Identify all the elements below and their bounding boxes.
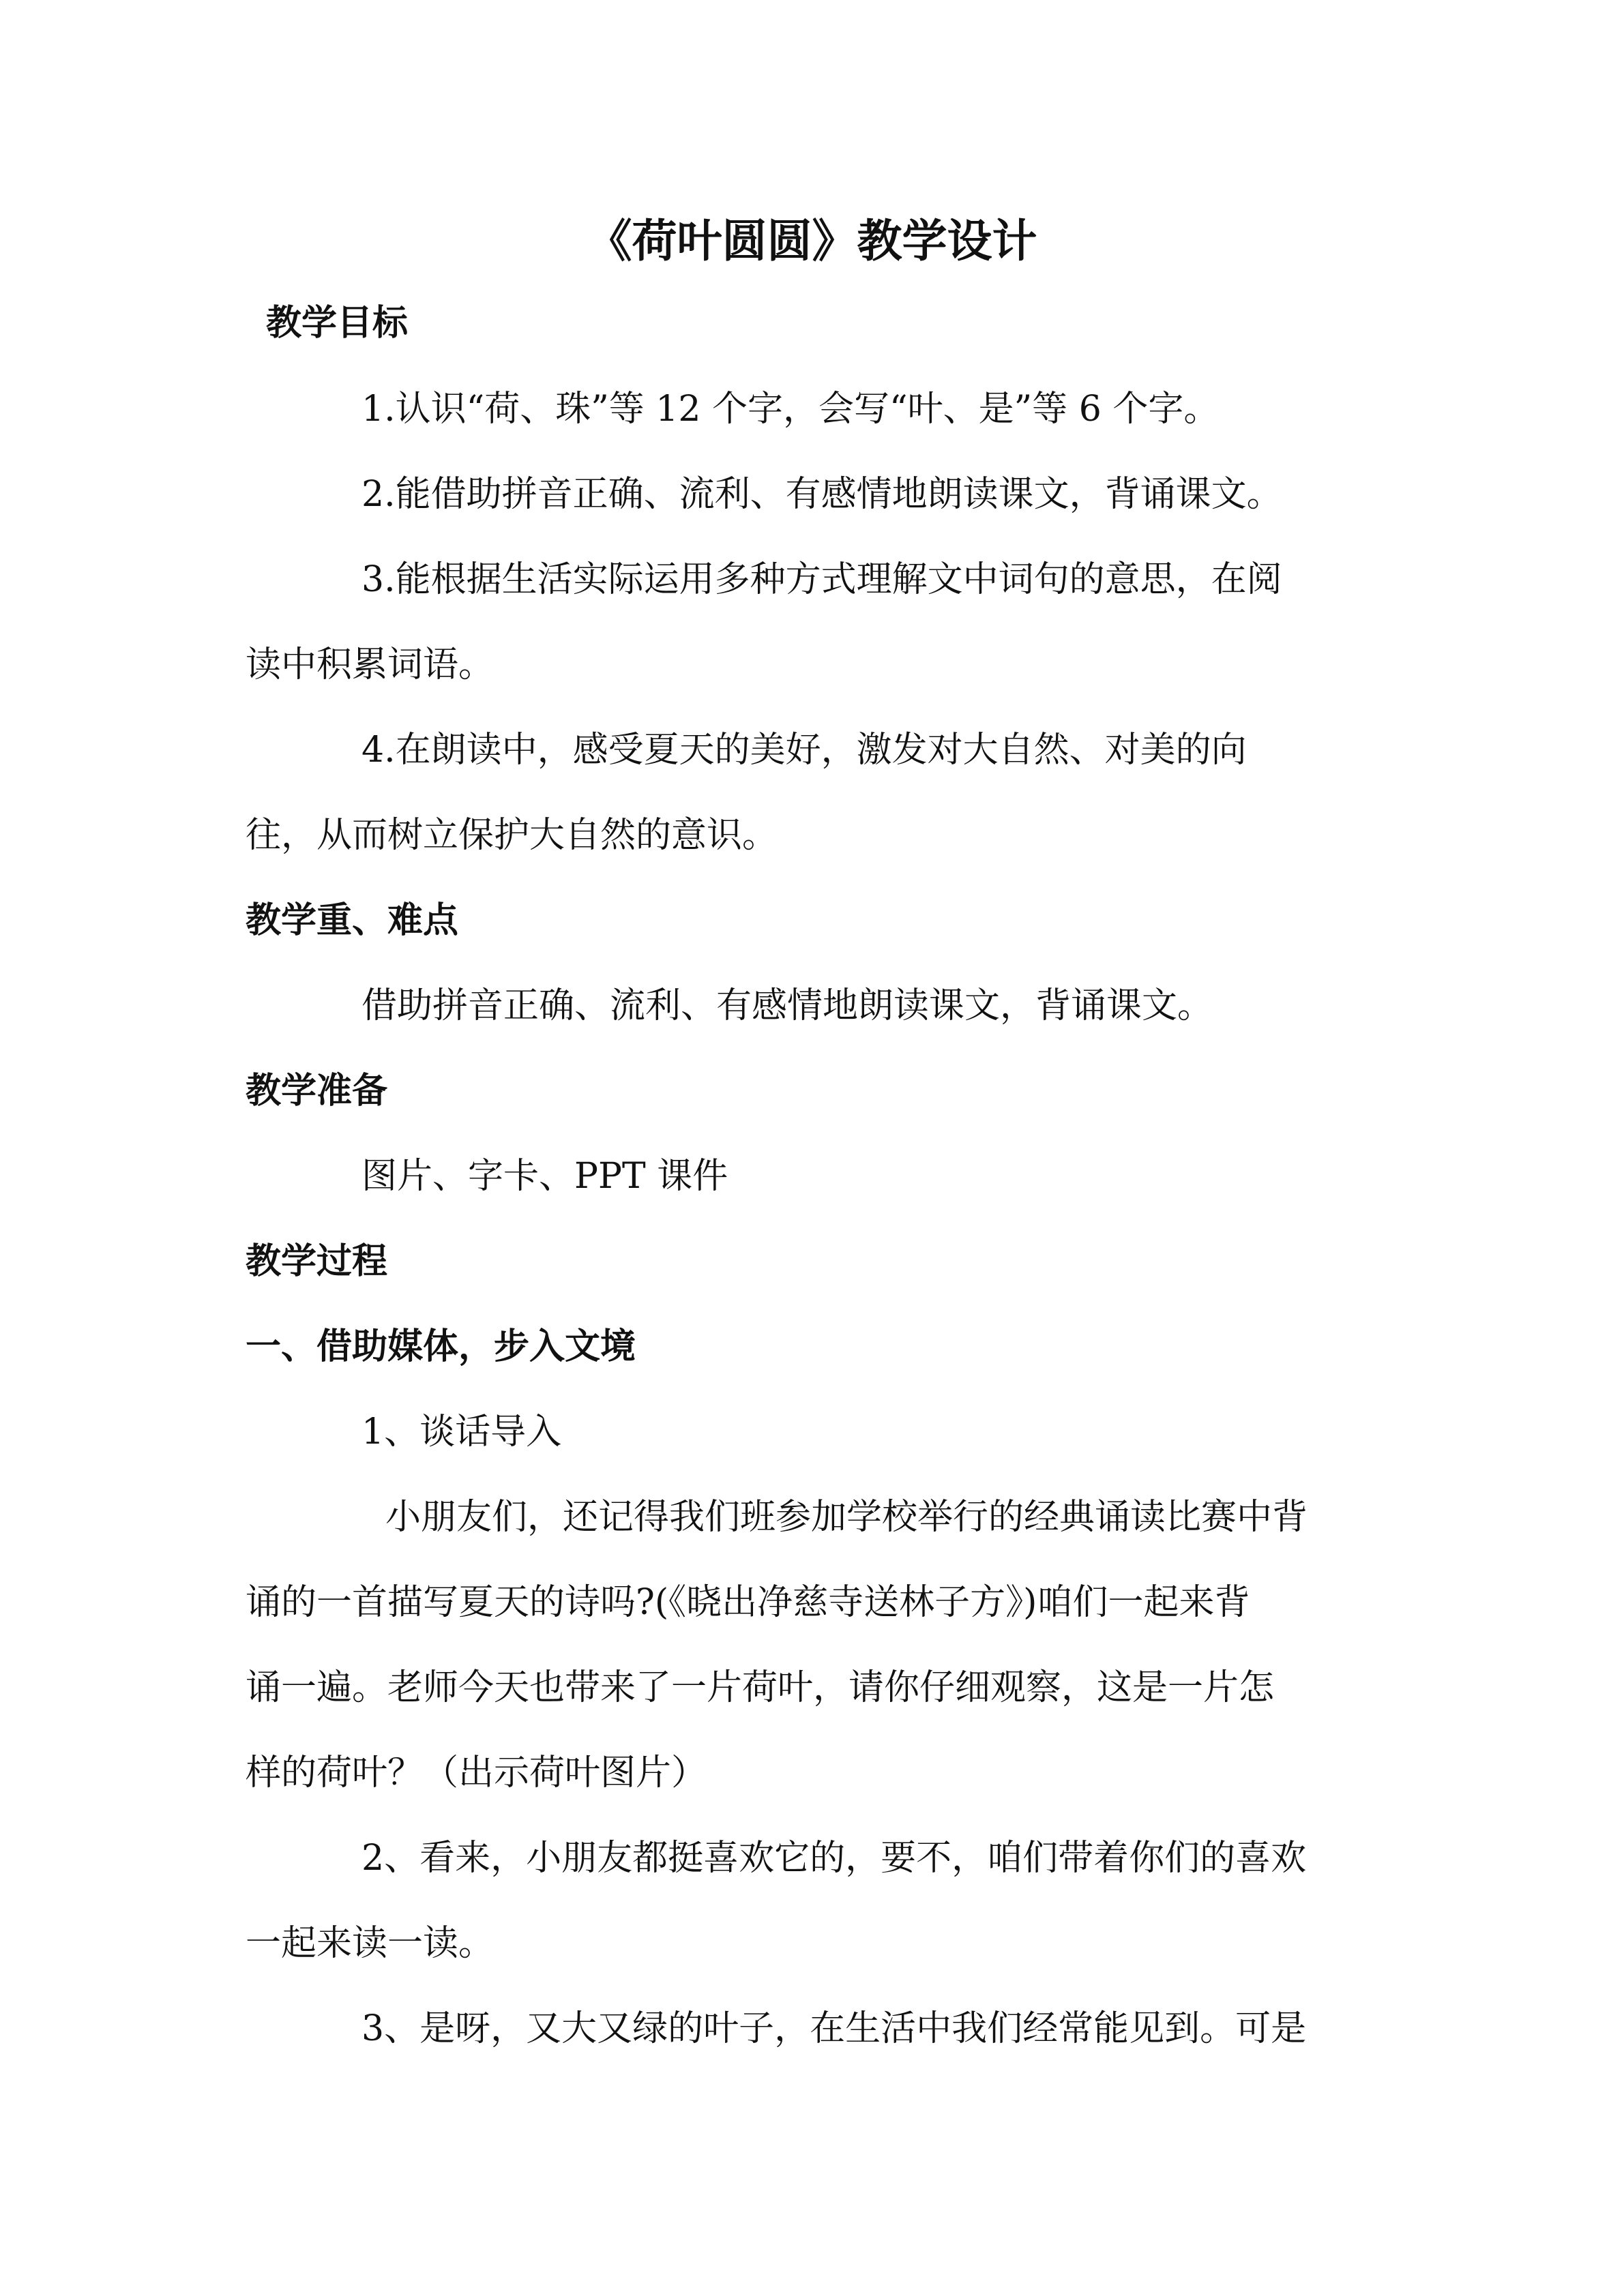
objective-2: 2.能借助拼音正确、流利、有感情地朗读课文，背诵课文。 [361, 474, 1282, 515]
keypoints-text: 借助拼音正确、流利、有感情地朗读课文，背诵课文。 [361, 985, 1213, 1026]
paragraph-1-line-4: 样的荷叶？（出示荷叶图片） [246, 1753, 707, 1793]
paragraph-1-line-3: 诵一遍。老师今天也带来了一片荷叶，请你仔细观察，这是一片怎 [246, 1667, 1275, 1708]
preparation-heading: 教学准备 [246, 1071, 388, 1112]
paragraph-1-line-1: 小朋友们，还记得我们班参加学校举行的经典诵读比赛中背 [385, 1497, 1308, 1538]
step-1-item-1: 1、谈话导入 [361, 1412, 562, 1452]
objective-3-line-2: 读中积累词语。 [246, 644, 494, 685]
item-2-line-1: 2、看来，小朋友都挺喜欢它的，要不，咱们带着你们的喜欢 [361, 1838, 1307, 1879]
process-heading: 教学过程 [246, 1241, 388, 1282]
objectives-heading: 教学目标 [266, 303, 409, 344]
objective-3-line-1: 3.能根据生活实际运用多种方式理解文中词句的意思，在阅 [361, 559, 1282, 600]
item-2-line-2: 一起来读一读。 [246, 1923, 494, 1964]
paragraph-1-line-2: 诵的一首描写夏天的诗吗?(《晓出净慈寺送林子方》)咱们一起来背 [246, 1582, 1250, 1623]
step-1-heading: 一、借助媒体，步入文境 [246, 1326, 636, 1367]
preparation-text: 图片、字卡、PPT 课件 [361, 1156, 728, 1197]
objective-4-line-1: 4.在朗读中，感受夏天的美好，激发对大自然、对美的向 [361, 730, 1247, 771]
item-3-line-1: 3、是呀，又大又绿的叶子，在生活中我们经常能见到。可是 [361, 2008, 1307, 2049]
keypoints-heading: 教学重、难点 [246, 900, 459, 941]
document-title: 《荷叶圆圆》教学设计 [587, 215, 1037, 267]
objective-1: 1.认识“荷、珠”等 12 个字，会写“叶、是”等 6 个字。 [361, 389, 1220, 430]
objective-4-line-2: 往，从而树立保护大自然的意识。 [246, 815, 778, 856]
